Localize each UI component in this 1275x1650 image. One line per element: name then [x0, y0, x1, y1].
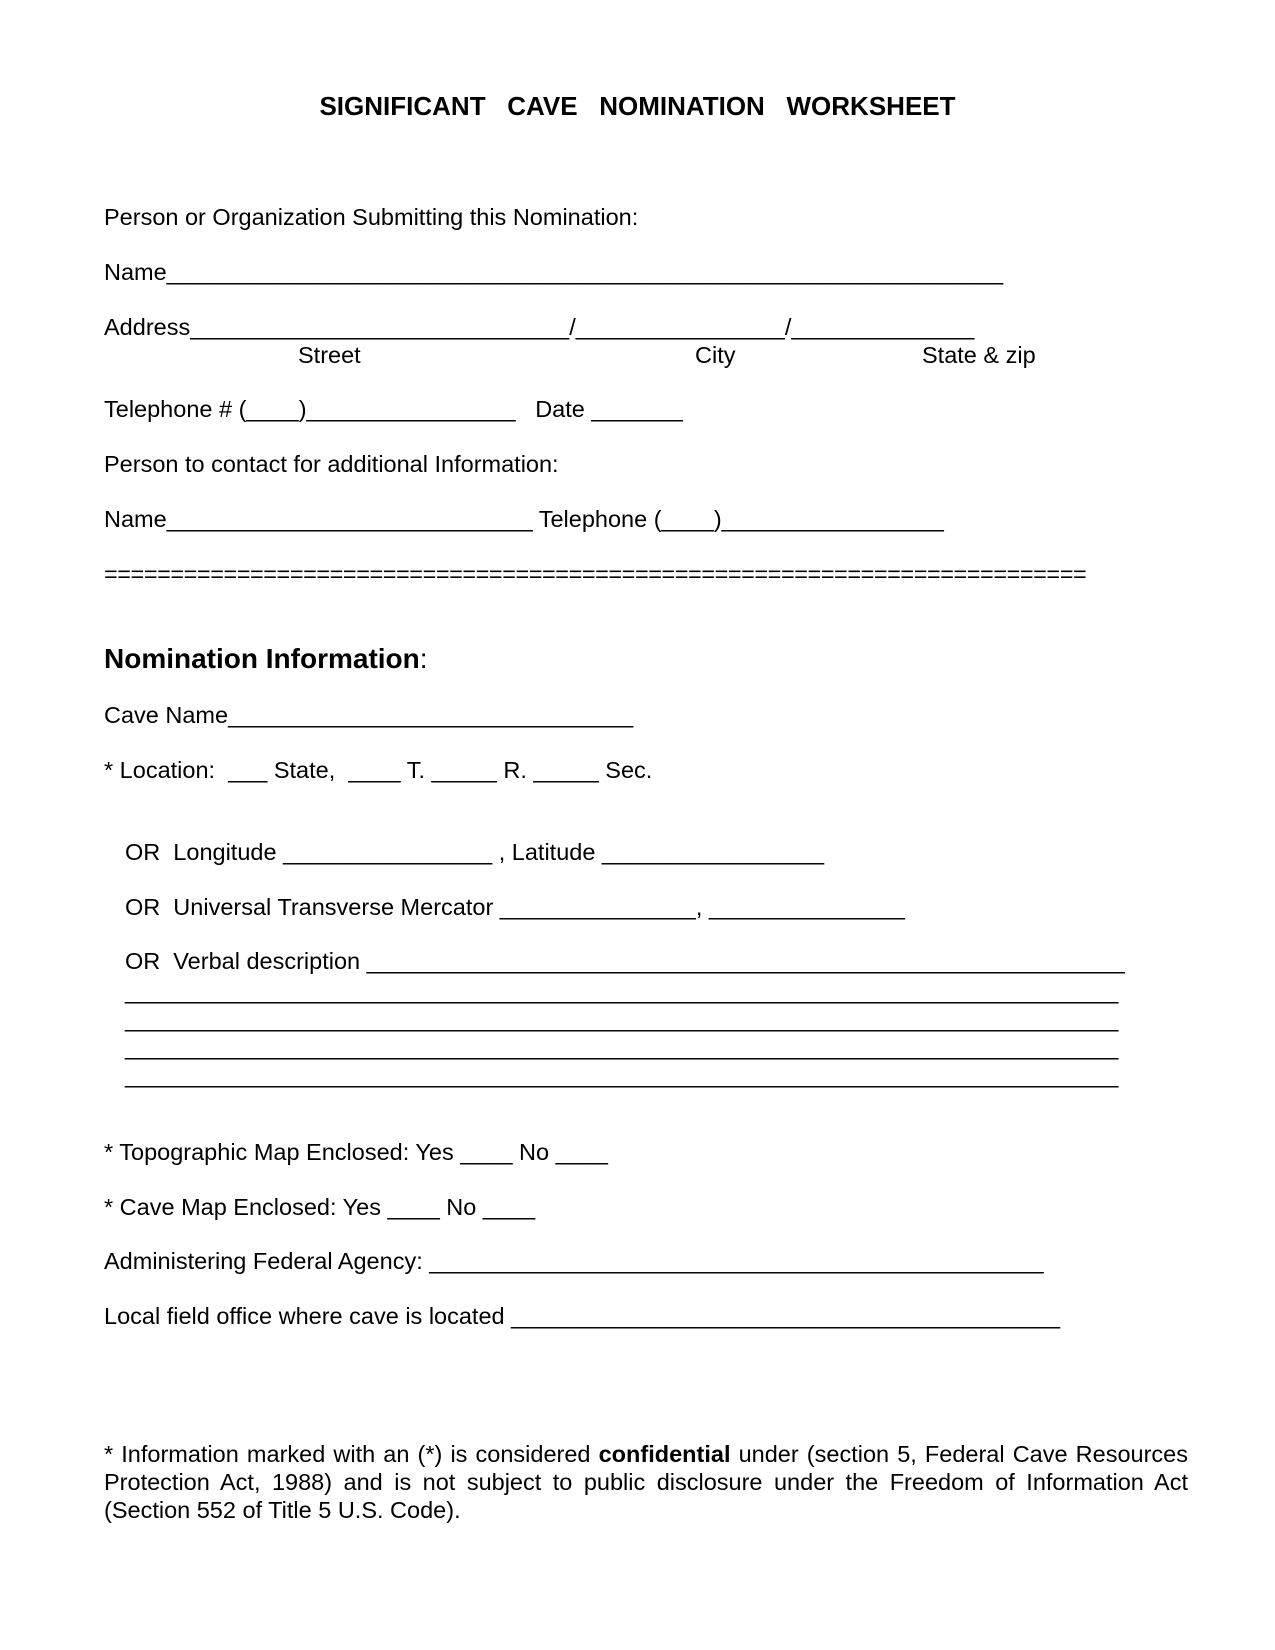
federal-agency-field[interactable]: Administering Federal Agency: _______________________________________________ — [104, 1248, 1044, 1274]
verbal-description-blank-line[interactable]: ____________________________________________________________________________ — [125, 1006, 1119, 1032]
utm-field[interactable]: OR Universal Transverse Mercator _______________, _______________ — [125, 894, 905, 920]
separator: ========================================================================== — [104, 561, 1087, 587]
cave-map-field[interactable]: * Cave Map Enclosed: Yes ____ No ____ — [104, 1194, 536, 1220]
cave-name-field[interactable]: Cave Name_______________________________ — [104, 702, 634, 728]
state-zip-label: State & zip — [922, 342, 1036, 368]
contact-heading: Person to contact for additional Information: — [104, 451, 559, 477]
topographic-map-field[interactable]: * Topographic Map Enclosed: Yes ____ No ____ — [104, 1139, 608, 1165]
verbal-description-blank-line[interactable]: ____________________________________________________________________________ — [125, 1034, 1119, 1060]
submitter-name-field[interactable]: Name________________________________________________________________ — [104, 259, 1004, 285]
footnote-confidential: confidential — [598, 1441, 731, 1467]
confidentiality-footnote — [104, 1440, 1188, 1524]
verbal-description-field[interactable]: OR Verbal description __________________________________________________________ — [125, 948, 1125, 974]
submitter-address-field[interactable]: Address_____________________________/________________/______________ — [104, 314, 975, 340]
longitude-latitude-field[interactable]: OR Longitude ________________ , Latitude _________________ — [125, 839, 825, 865]
contact-name-telephone-field[interactable]: Name____________________________ Telephone (____)_________________ — [104, 506, 944, 532]
footnote-suffix: under (section 5, Federal Cave Resources Protection Act, 1988) and is not subject to public disclosure under the Freedom of Information Act (Section 552 of Title 5 U.S. Code). — [104, 1441, 1188, 1523]
verbal-description-blank-line[interactable]: ____________________________________________________________________________ — [125, 978, 1119, 1004]
location-field[interactable]: * Location: ___ State, ____ T. _____ R. _____ Sec. — [104, 757, 653, 783]
nomination-heading-colon: : — [419, 643, 428, 674]
verbal-description-blank-line[interactable]: ____________________________________________________________________________ — [125, 1062, 1119, 1088]
footnote-prefix: * Information marked with an (*) is considered — [104, 1441, 599, 1467]
city-label: City — [695, 342, 736, 368]
nomination-section-heading — [104, 642, 428, 676]
field-office-field[interactable]: Local field office where cave is located __________________________________________ — [104, 1303, 1061, 1329]
nomination-heading-text: Nomination Information — [104, 643, 420, 674]
street-label: Street — [298, 342, 361, 368]
page-title: SIGNIFICANT CAVE NOMINATION WORKSHEET — [319, 91, 956, 121]
submitter-heading: Person or Organization Submitting this Nomination: — [104, 204, 639, 230]
telephone-date-field[interactable]: Telephone # (____)________________ Date _______ — [104, 396, 683, 422]
